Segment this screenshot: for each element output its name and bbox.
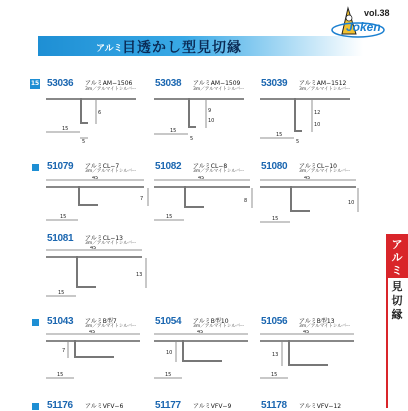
dim-label: 15 — [62, 126, 69, 132]
product-spec: 3m／アルマイトシルバー — [193, 169, 245, 174]
product-code: 51043 — [47, 316, 74, 327]
dim-label: 15 — [58, 290, 65, 296]
dim-label: 6 — [98, 110, 102, 116]
dim-label: 10 — [314, 122, 321, 128]
dim-label: 10 — [348, 200, 355, 206]
dim-label: 15 — [170, 128, 177, 134]
product-name: アルミAM−1509 — [193, 80, 241, 87]
product-name: アルミAM−1506 — [85, 80, 133, 87]
dim-label: 15 — [276, 132, 283, 138]
product-name: アルミCL−7 — [85, 163, 120, 170]
dim-label: 15 — [60, 214, 67, 220]
profile-drawing — [44, 94, 144, 144]
section-marker — [32, 164, 39, 171]
product-spec: 3m／アルマイトシルバー — [85, 241, 137, 246]
banner-small-label: アルミ — [96, 44, 123, 54]
product-code: 51176 — [47, 400, 73, 411]
profile-drawing — [44, 246, 152, 300]
volume-label: vol.38 — [364, 8, 390, 18]
dim-label: 13 — [272, 352, 279, 358]
section-marker — [32, 403, 39, 410]
dim-label: 15 — [166, 214, 173, 220]
product-spec: 3m／アルマイトシルバー — [85, 169, 137, 174]
profile-drawing — [152, 94, 252, 144]
side-tab-label-bottom: 見切縁 — [391, 280, 403, 321]
profile-drawing — [258, 176, 362, 228]
product-name: アルミB型13 — [299, 318, 335, 325]
dim-label: 10 — [208, 118, 215, 124]
dim-label: 13 — [136, 272, 143, 278]
product-spec: 3m／アルマイトシルバー — [299, 169, 351, 174]
product-code: 51054 — [155, 316, 182, 327]
product-code: 53038 — [155, 78, 182, 89]
dim-label: 45 — [89, 330, 96, 335]
page-title: 目透かし型見切縁 — [122, 40, 242, 56]
dim-label: 7 — [62, 348, 66, 354]
dim-label: 45 — [92, 176, 99, 181]
product-name: アルミVFV−12 — [299, 403, 342, 410]
dim-label: 45 — [90, 246, 97, 251]
product-name: アルミB型7 — [85, 318, 117, 325]
product-name: アルミCL−10 — [299, 163, 337, 170]
product-code: 51082 — [155, 161, 182, 172]
profile-drawing — [258, 94, 358, 144]
dim-label: 12 — [314, 110, 321, 116]
profile-drawing — [44, 330, 150, 384]
product-code: 51079 — [47, 161, 74, 172]
product-name: アルミVFV−9 — [193, 403, 232, 410]
dim-label: 8 — [244, 198, 248, 204]
product-code: 51080 — [261, 161, 288, 172]
dim-label: 45 — [304, 176, 311, 181]
product-name: アルミCL−13 — [85, 235, 123, 242]
product-spec: 3m／アルマイトシルバー — [85, 324, 137, 329]
product-name: アルミVFV−6 — [85, 403, 124, 410]
product-code: 53039 — [261, 78, 288, 89]
product-code: 53036 — [47, 78, 74, 89]
product-code: 51177 — [155, 400, 181, 411]
product-spec: 3m／アルマイトシルバー — [299, 324, 351, 329]
product-name: アルミCL−8 — [193, 163, 228, 170]
product-spec: 3m／アルマイトシルバー — [299, 87, 351, 92]
product-name: アルミB型10 — [193, 318, 229, 325]
dim-label: 15 — [57, 372, 64, 378]
product-name: アルミAM−1512 — [299, 80, 347, 87]
dim-label: 5 — [296, 139, 300, 144]
product-code: 51081 — [47, 233, 74, 244]
dim-label: 15 — [272, 216, 279, 222]
profile-drawing — [152, 176, 256, 228]
dim-label: 45 — [303, 330, 310, 335]
dim-label: 5 — [82, 139, 86, 144]
dim-label: 5 — [190, 136, 194, 142]
dim-label: 15 — [165, 372, 172, 378]
dim-label: 9 — [208, 108, 212, 114]
product-code: 51056 — [261, 316, 288, 327]
profile-drawing — [152, 330, 256, 384]
dim-label: 7 — [140, 196, 144, 202]
section-number: 15 — [30, 80, 40, 87]
section-marker — [32, 319, 39, 326]
side-tab-label-top: アルミ — [391, 238, 403, 277]
dim-label: 45 — [197, 330, 204, 335]
product-code: 51178 — [261, 400, 287, 411]
profile-drawing — [258, 330, 362, 384]
product-spec: 3m／アルマイトシルバー — [85, 87, 137, 92]
product-spec: 3m／アルマイトシルバー — [193, 87, 245, 92]
logo-text: Joken — [346, 20, 381, 34]
dim-label: 15 — [271, 372, 278, 378]
profile-drawing — [44, 176, 154, 228]
dim-label: 45 — [198, 176, 205, 181]
dim-label: 10 — [166, 350, 173, 356]
product-spec: 3m／アルマイトシルバー — [193, 324, 245, 329]
